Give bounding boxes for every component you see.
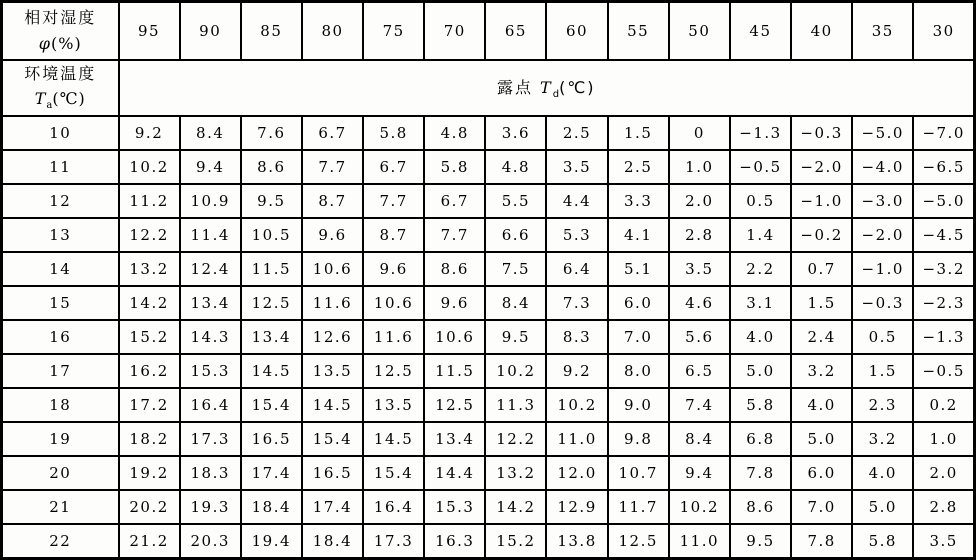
dewpoint-value-cell: 9.0 [608, 388, 669, 422]
temperature-cell: 11 [2, 150, 119, 184]
dewpoint-value-cell: 2.3 [852, 388, 913, 422]
dewpoint-value-cell: 15.3 [180, 354, 241, 388]
dewpoint-value-cell: 20.2 [119, 490, 180, 524]
dewpoint-value-cell: 7.8 [791, 524, 852, 558]
temperature-cell: 10 [2, 116, 119, 150]
table-row [2, 116, 975, 150]
dewpoint-value-cell: 5.6 [669, 320, 730, 354]
table-row [2, 320, 975, 354]
humidity-header-cell: 40 [791, 2, 852, 60]
dewpoint-value-cell: 11.0 [669, 524, 730, 558]
dewpoint-value-cell: 18.2 [119, 422, 180, 456]
dewpoint-value-cell: 10.9 [180, 184, 241, 218]
table-row [2, 422, 975, 456]
dewpoint-value-cell: 15.4 [241, 388, 302, 422]
humidity-header-cell: 90 [180, 2, 241, 60]
ambient-temperature-label: 环境温度 [24, 63, 97, 83]
dewpoint-value-cell: 0.5 [852, 320, 913, 354]
dewpoint-value-cell: 9.4 [669, 456, 730, 490]
dewpoint-value-cell: 19.2 [119, 456, 180, 490]
dewpoint-value-cell: 5.1 [608, 252, 669, 286]
dewpoint-value-cell: 12.5 [241, 286, 302, 320]
dewpoint-value-cell: 5.0 [791, 422, 852, 456]
dewpoint-value-cell: 3.5 [546, 150, 607, 184]
dewpoint-value-cell: 13.4 [180, 286, 241, 320]
dewpoint-value-cell: 2.8 [913, 490, 974, 524]
humidity-header-cell: 65 [485, 2, 546, 60]
table-row [2, 252, 975, 286]
dewpoint-value-cell: 7.0 [791, 490, 852, 524]
temperature-cell: 18 [2, 388, 119, 422]
dewpoint-value-cell: −3.2 [913, 252, 974, 286]
dewpoint-value-cell: 17.2 [119, 388, 180, 422]
dewpoint-value-cell: 10.2 [119, 150, 180, 184]
temperature-cell: 19 [2, 422, 119, 456]
dewpoint-value-cell: 18.4 [241, 490, 302, 524]
dewpoint-value-cell: 9.8 [608, 422, 669, 456]
dewpoint-value-cell: 4.1 [608, 218, 669, 252]
table-row [2, 184, 975, 218]
dewpoint-value-cell: 5.8 [424, 150, 485, 184]
humidity-header-cell: 55 [608, 2, 669, 60]
dewpoint-value-cell: 5.3 [546, 218, 607, 252]
dewpoint-value-cell: 4.8 [424, 116, 485, 150]
relative-humidity-label: 相对湿度 [24, 8, 97, 28]
dewpoint-value-cell: 11.3 [485, 388, 546, 422]
dewpoint-value-cell: 11.2 [119, 184, 180, 218]
dewpoint-value-cell: 8.4 [180, 116, 241, 150]
dewpoint-value-cell: 5.8 [730, 388, 791, 422]
dewpoint-value-cell: 7.7 [424, 218, 485, 252]
temperature-cell: 14 [2, 252, 119, 286]
humidity-header-cell: 80 [302, 2, 363, 60]
dewpoint-value-cell: −3.0 [852, 184, 913, 218]
humidity-header-row [2, 2, 975, 60]
dewpoint-value-cell: 1.5 [791, 286, 852, 320]
dewpoint-value-cell: 6.7 [363, 150, 424, 184]
dewpoint-value-cell: 7.6 [241, 116, 302, 150]
dewpoint-value-cell: 10.2 [546, 388, 607, 422]
dewpoint-value-cell: 12.5 [424, 388, 485, 422]
dewpoint-value-cell: −2.3 [913, 286, 974, 320]
table-row [2, 218, 975, 252]
table-row [2, 490, 975, 524]
dewpoint-value-cell: 12.9 [546, 490, 607, 524]
humidity-header-cell: 30 [913, 2, 974, 60]
dewpoint-value-cell: 19.4 [241, 524, 302, 558]
dewpoint-value-cell: 14.3 [180, 320, 241, 354]
dewpoint-value-cell: 7.8 [730, 456, 791, 490]
humidity-header-cell: 70 [424, 2, 485, 60]
dewpoint-value-cell: −5.0 [852, 116, 913, 150]
dewpoint-value-cell: −1.0 [852, 252, 913, 286]
temperature-cell: 22 [2, 524, 119, 558]
dewpoint-value-cell: 17.3 [363, 524, 424, 558]
dewpoint-value-cell: 11.5 [241, 252, 302, 286]
dewpoint-value-cell: 5.0 [730, 354, 791, 388]
dewpoint-value-cell: 16.5 [302, 456, 363, 490]
dewpoint-value-cell: −0.5 [730, 150, 791, 184]
dewpoint-value-cell: 3.2 [791, 354, 852, 388]
dewpoint-value-cell: 3.2 [852, 422, 913, 456]
dewpoint-value-cell: 4.0 [730, 320, 791, 354]
dewpoint-value-cell: 13.4 [424, 422, 485, 456]
dewpoint-value-cell: 8.4 [485, 286, 546, 320]
dewpoint-value-cell: 10.6 [424, 320, 485, 354]
phi-symbol-line: φ(%) [38, 33, 82, 53]
dewpoint-value-cell: 9.6 [363, 252, 424, 286]
table-row [2, 354, 975, 388]
dewpoint-value-cell: 18.4 [302, 524, 363, 558]
humidity-header-cell: 95 [119, 2, 180, 60]
table-row [2, 286, 975, 320]
dewpoint-value-cell: 9.4 [180, 150, 241, 184]
dewpoint-value-cell: 6.7 [302, 116, 363, 150]
dewpoint-value-cell: 1.4 [730, 218, 791, 252]
dewpoint-value-cell: 11.6 [363, 320, 424, 354]
dewpoint-value-cell: 12.2 [485, 422, 546, 456]
dewpoint-value-cell: 5.8 [852, 524, 913, 558]
dewpoint-value-cell: 8.0 [608, 354, 669, 388]
dewpoint-value-cell: −2.0 [852, 218, 913, 252]
dewpoint-value-cell: 11.7 [608, 490, 669, 524]
dewpoint-value-cell: 8.3 [546, 320, 607, 354]
humidity-header-cell: 50 [669, 2, 730, 60]
temperature-cell: 21 [2, 490, 119, 524]
dewpoint-value-cell: 11.5 [424, 354, 485, 388]
temperature-cell: 16 [2, 320, 119, 354]
dewpoint-value-cell: 9.2 [119, 116, 180, 150]
temperature-cell: 20 [2, 456, 119, 490]
dewpoint-value-cell: 0.7 [791, 252, 852, 286]
dewpoint-value-cell: 1.0 [669, 150, 730, 184]
dewpoint-value-cell: 14.4 [424, 456, 485, 490]
dewpoint-value-cell: 7.7 [302, 150, 363, 184]
dewpoint-value-cell: 2.8 [669, 218, 730, 252]
dewpoint-value-cell: 6.4 [546, 252, 607, 286]
dewpoint-value-cell: 12.5 [608, 524, 669, 558]
dewpoint-value-cell: −4.5 [913, 218, 974, 252]
dewpoint-value-cell: 8.6 [730, 490, 791, 524]
dewpoint-value-cell: 15.2 [119, 320, 180, 354]
dewpoint-value-cell: 16.3 [424, 524, 485, 558]
humidity-header-cell: 85 [241, 2, 302, 60]
dewpoint-value-cell: 1.5 [852, 354, 913, 388]
dewpoint-value-cell: 1.0 [913, 422, 974, 456]
humidity-header-cell: 35 [852, 2, 913, 60]
dewpoint-value-cell: 4.0 [791, 388, 852, 422]
dewpoint-value-cell: 1.5 [608, 116, 669, 150]
dewpoint-value-cell: 6.6 [485, 218, 546, 252]
dewpoint-value-cell: 3.5 [913, 524, 974, 558]
dewpoint-value-cell: 13.5 [302, 354, 363, 388]
dewpoint-value-cell: 6.0 [791, 456, 852, 490]
dewpoint-value-cell: 13.5 [363, 388, 424, 422]
dewpoint-value-cell: 10.7 [608, 456, 669, 490]
dewpoint-value-cell: −7.0 [913, 116, 974, 150]
dewpoint-value-cell: −1.3 [913, 320, 974, 354]
dewpoint-value-cell: 7.3 [546, 286, 607, 320]
dewpoint-value-cell: 16.2 [119, 354, 180, 388]
dewpoint-value-cell: −6.5 [913, 150, 974, 184]
dewpoint-value-cell: −2.0 [791, 150, 852, 184]
dewpoint-value-cell: 13.8 [546, 524, 607, 558]
table-row [2, 524, 975, 558]
table-body [2, 2, 975, 559]
dewpoint-value-cell: 2.5 [546, 116, 607, 150]
dewpoint-value-cell: −0.2 [791, 218, 852, 252]
dewpoint-value-cell: 3.3 [608, 184, 669, 218]
temperature-cell: 15 [2, 286, 119, 320]
dewpoint-value-cell: 10.6 [302, 252, 363, 286]
dewpoint-value-cell: 10.5 [241, 218, 302, 252]
dewpoint-value-cell: 13.2 [485, 456, 546, 490]
dewpoint-value-cell: 7.4 [669, 388, 730, 422]
temperature-cell: 13 [2, 218, 119, 252]
dewpoint-value-cell: 15.4 [302, 422, 363, 456]
dewpoint-value-cell: 17.4 [302, 490, 363, 524]
dewpoint-value-cell: 7.7 [363, 184, 424, 218]
dewpoint-value-cell: 8.6 [241, 150, 302, 184]
dewpoint-value-cell: 3.1 [730, 286, 791, 320]
dewpoint-value-cell: 9.2 [546, 354, 607, 388]
dewpoint-value-cell: 17.4 [241, 456, 302, 490]
humidity-header-cell: 60 [546, 2, 607, 60]
dewpoint-value-cell: 15.3 [424, 490, 485, 524]
dewpoint-value-cell: 20.3 [180, 524, 241, 558]
dewpoint-value-cell: 13.2 [119, 252, 180, 286]
dewpoint-value-cell: 4.4 [546, 184, 607, 218]
dewpoint-value-cell: 10.2 [669, 490, 730, 524]
dewpoint-value-cell: 14.5 [363, 422, 424, 456]
dewpoint-value-cell: 12.2 [119, 218, 180, 252]
dewpoint-value-cell: 16.5 [241, 422, 302, 456]
humidity-header-cell: 75 [363, 2, 424, 60]
dewpoint-value-cell: 16.4 [180, 388, 241, 422]
dewpoint-value-cell: 9.5 [485, 320, 546, 354]
dewpoint-value-cell: 2.2 [730, 252, 791, 286]
dewpoint-value-cell: 3.6 [485, 116, 546, 150]
dewpoint-value-cell: 3.5 [669, 252, 730, 286]
dewpoint-value-cell: −1.0 [791, 184, 852, 218]
dewpoint-span-header-cell: 露点 $T_d(℃)$ [119, 60, 975, 116]
dewpoint-value-cell: 14.2 [485, 490, 546, 524]
dewpoint-value-cell: 4.6 [669, 286, 730, 320]
dewpoint-value-cell: 9.6 [424, 286, 485, 320]
dewpoint-value-cell: 13.4 [241, 320, 302, 354]
dewpoint-value-cell: 6.8 [730, 422, 791, 456]
dewpoint-value-cell: 8.7 [363, 218, 424, 252]
table-row [2, 388, 975, 422]
table-row [2, 150, 975, 184]
dewpoint-value-cell: 14.5 [241, 354, 302, 388]
dewpoint-value-cell: 8.4 [669, 422, 730, 456]
dewpoint-value-cell: 6.0 [608, 286, 669, 320]
dewpoint-value-cell: 5.5 [485, 184, 546, 218]
dewpoint-value-cell: 18.3 [180, 456, 241, 490]
dewpoint-value-cell: 16.4 [363, 490, 424, 524]
dewpoint-value-cell: 10.2 [485, 354, 546, 388]
dewpoint-value-cell: 10.6 [363, 286, 424, 320]
dewpoint-value-cell: 6.7 [424, 184, 485, 218]
dewpoint-value-cell: 4.8 [485, 150, 546, 184]
dewpoint-value-cell: 14.2 [119, 286, 180, 320]
dewpoint-value-cell: 9.5 [241, 184, 302, 218]
dewpoint-value-cell: −1.3 [730, 116, 791, 150]
dewpoint-value-cell: 12.6 [302, 320, 363, 354]
dewpoint-value-cell: 11.6 [302, 286, 363, 320]
dewpoint-value-cell: 17.3 [180, 422, 241, 456]
dewpoint-value-cell: 8.6 [424, 252, 485, 286]
dewpoint-value-cell: 4.0 [852, 456, 913, 490]
dewpoint-value-cell: 15.4 [363, 456, 424, 490]
dewpoint-value-cell: 0.2 [913, 388, 974, 422]
dewpoint-value-cell: 5.0 [852, 490, 913, 524]
dewpoint-value-cell: 11.4 [180, 218, 241, 252]
dewpoint-value-cell: 2.5 [608, 150, 669, 184]
dewpoint-value-cell: 6.5 [669, 354, 730, 388]
dewpoint-value-cell: 19.3 [180, 490, 241, 524]
relative-humidity-label-cell [2, 2, 119, 60]
dewpoint-value-cell: 21.2 [119, 524, 180, 558]
dewpoint-value-cell: 11.0 [546, 422, 607, 456]
dewpoint-value-cell: 9.6 [302, 218, 363, 252]
dewpoint-value-cell: 2.4 [791, 320, 852, 354]
dewpoint-value-cell: −0.3 [791, 116, 852, 150]
dewpoint-value-cell: 14.5 [302, 388, 363, 422]
dewpoint-value-cell: 5.8 [363, 116, 424, 150]
humidity-header-cell: 45 [730, 2, 791, 60]
dewpoint-value-cell: 0.5 [730, 184, 791, 218]
dewpoint-value-cell: 7.5 [485, 252, 546, 286]
dewpoint-value-cell: 12.0 [546, 456, 607, 490]
dewpoint-value-cell: −4.0 [852, 150, 913, 184]
temperature-cell: 12 [2, 184, 119, 218]
dewpoint-value-cell: 12.4 [180, 252, 241, 286]
dewpoint-value-cell: −5.0 [913, 184, 974, 218]
ta-symbol-line: $T_a(℃)$ [34, 89, 86, 112]
dewpoint-value-cell: 15.2 [485, 524, 546, 558]
dewpoint-value-cell: 0 [669, 116, 730, 150]
dewpoint-header-row [2, 60, 975, 116]
table-row [2, 456, 975, 490]
dewpoint-value-cell: 7.0 [608, 320, 669, 354]
dewpoint-value-cell: 2.0 [913, 456, 974, 490]
dewpoint-value-cell: 2.0 [669, 184, 730, 218]
ambient-temperature-label-cell [2, 60, 119, 116]
dewpoint-value-cell: −0.5 [913, 354, 974, 388]
dewpoint-value-cell: −0.3 [852, 286, 913, 320]
dewpoint-value-cell: 9.5 [730, 524, 791, 558]
dewpoint-value-cell: 12.5 [363, 354, 424, 388]
temperature-cell: 17 [2, 354, 119, 388]
dewpoint-value-cell: 8.7 [302, 184, 363, 218]
